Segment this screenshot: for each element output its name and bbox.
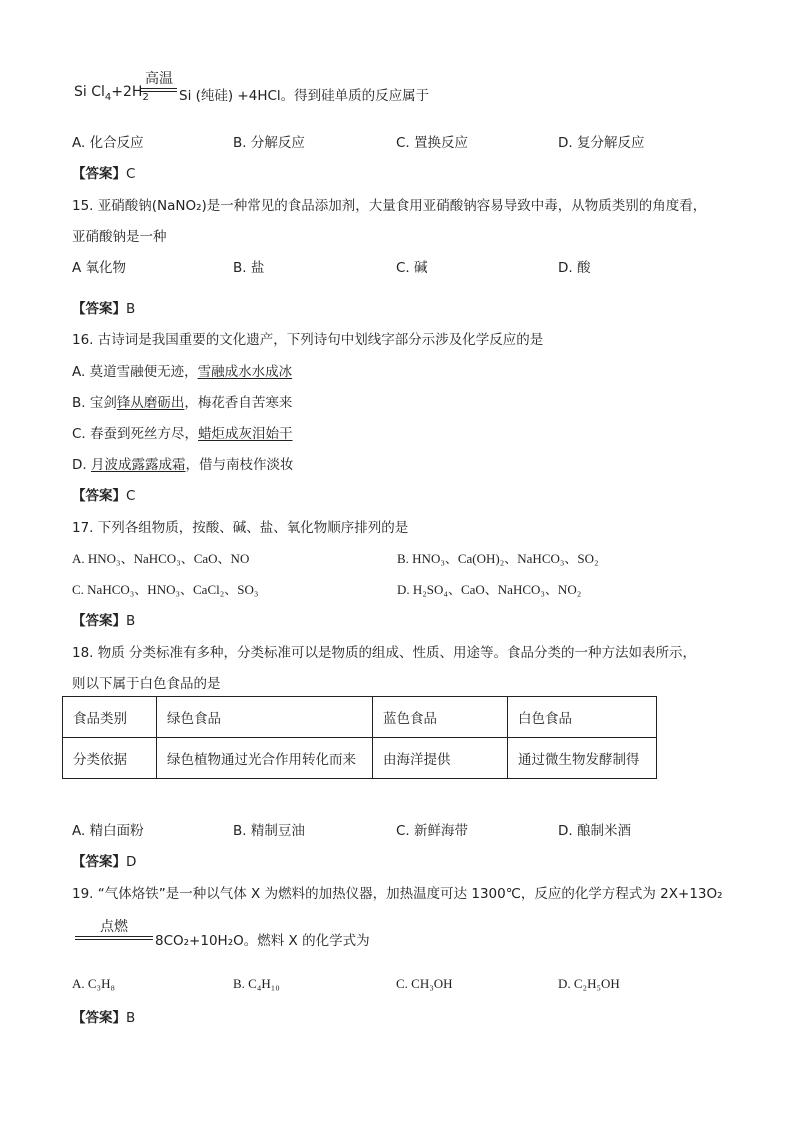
answer-label: 【答案】 (72, 488, 126, 504)
q14-option-d[interactable]: D. 复分解反应 (558, 135, 645, 151)
q19-option-c[interactable]: C. CH₃OH (396, 976, 453, 991)
table-cell: 分类依据 (63, 738, 157, 779)
q14-stem-tail: 。得到硅单质的反应属于 (280, 88, 430, 104)
table-cell: 食品类别 (63, 697, 157, 738)
q16-option-d[interactable] (72, 453, 293, 473)
q14-subscript-4: 4 (104, 91, 112, 103)
q16-option-d-underlined: 月波成露露成霜 (90, 457, 186, 473)
answer-value: B (126, 1010, 136, 1026)
food-classification-table (62, 696, 657, 779)
answer-label: 【答案】 (72, 166, 126, 182)
answer-value: C (126, 488, 136, 504)
q16-option-b[interactable] (72, 391, 292, 411)
q19-reaction-arrow (75, 916, 153, 944)
q17-option-b[interactable]: B. HNO₃、Ca(OH)₂、NaHCO₃、SO₂ (397, 551, 599, 566)
table-row (63, 697, 657, 738)
answer-value: C (126, 166, 136, 182)
q14-option-a[interactable]: A. 化合反应 (72, 135, 144, 151)
q14-option-c[interactable]: C. 置换反应 (396, 135, 469, 151)
q16-option-a-text: A. 莫道雪融便无迹， (72, 364, 198, 380)
q17-answer (72, 609, 135, 629)
q14-reactant-h: +2H (111, 84, 143, 100)
q15-option-c[interactable]: C. 碱 (396, 260, 428, 276)
q17-option-a[interactable]: A. HNO₃、NaHCO₃、CaO、NO (72, 551, 250, 566)
table-row (63, 738, 657, 779)
table-cell: 绿色食品 (157, 697, 373, 738)
q18-answer (72, 850, 136, 870)
q16-stem: 16. 古诗词是我国重要的文化遗产，下列诗句中划线字部分示涉及化学反应的是 (72, 332, 544, 348)
answer-value: D (126, 854, 137, 870)
q19-option-b[interactable]: B. C₄H₁₀ (233, 976, 280, 991)
q15-option-d[interactable]: D. 酸 (558, 260, 591, 276)
q14-answer (72, 162, 135, 182)
answer-label: 【答案】 (72, 301, 126, 317)
q16-option-b-underlined: 锋从磨砺出 (116, 395, 185, 411)
q18-stem-line2: 则以下属于白色食品的是 (72, 676, 221, 692)
q16-option-a[interactable] (72, 360, 292, 380)
q14-products: Si (纯硅) +4HCl (179, 88, 281, 104)
q19-option-d[interactable]: D. C₂H₅OH (558, 976, 620, 991)
table-cell: 通过微生物发酵制得 (508, 738, 657, 779)
table-cell: 蓝色食品 (373, 697, 508, 738)
q14-reaction-arrow (141, 68, 177, 100)
q18-stem-line1: 18. 物质 分类标准有多种，分类标准可以是物质的组成、性质、用途等。食品分类的一种方法如表所示， (72, 645, 697, 661)
q14-reactant-sicl: Si Cl (74, 84, 105, 100)
q18-option-d[interactable]: D. 酿制米酒 (558, 823, 631, 839)
q15-answer (72, 297, 135, 317)
q14-option-b[interactable]: B. 分解反应 (233, 135, 305, 151)
table-cell: 白色食品 (508, 697, 657, 738)
answer-value: B (126, 613, 136, 629)
q19-condition: 点燃 (100, 919, 128, 935)
table-cell: 由海洋提供 (373, 738, 508, 779)
q19-option-a[interactable]: A. C₃H₈ (72, 976, 116, 991)
q14-equation-left (74, 84, 149, 103)
q16-option-c-underlined: 蜡炬成灰泪始干 (198, 426, 293, 442)
q14-equation-right (179, 84, 429, 104)
q19-answer (72, 1006, 135, 1026)
q16-option-b-text: B. 宝剑 (72, 395, 117, 411)
q15-option-a[interactable]: A 氧化物 (72, 260, 127, 276)
answer-label: 【答案】 (72, 613, 126, 629)
answer-value: B (126, 301, 136, 317)
q15-option-b[interactable]: B. 盐 (233, 260, 265, 276)
q18-option-b[interactable]: B. 精制豆油 (233, 823, 305, 839)
table-cell: 绿色植物通过光合作用转化而来 (157, 738, 373, 779)
q17-option-d[interactable]: D. H₂SO₄、CaO、NaHCO₃、NO₂ (397, 582, 582, 597)
q16-option-c-text: C. 春蚕到死丝方尽， (72, 426, 199, 442)
q14-subscript-2: 2 (142, 91, 149, 103)
answer-label: 【答案】 (72, 854, 126, 870)
q15-stem-line1: 15. 亚硝酸钠(NaNO₂)是一种常见的食品添加剂，大量食用亚硝酸钠容易导致中毒，从物质类别的角度看， (72, 198, 707, 214)
q19-stem-line2: 8CO₂+10H₂O。燃料 X 的化学式为 (155, 933, 370, 949)
q16-option-d-tail: ，借与南枝作淡妆 (185, 457, 294, 473)
q15-stem-line2: 亚硝酸钠是一种 (72, 229, 167, 245)
q18-option-c[interactable]: C. 新鲜海带 (396, 823, 469, 839)
q16-option-a-underlined: 雪融成水水成冰 (197, 364, 293, 380)
answer-label: 【答案】 (72, 1010, 126, 1026)
q19-stem-line1: 19. “气体烙铁”是一种以气体 X 为燃料的加热仪器，加热温度可达 1300℃，反应的化学方程式为 2X+13O₂ (72, 886, 723, 902)
q16-option-b-tail: ，梅花香自苦寒来 (184, 395, 293, 411)
q16-option-c[interactable] (72, 422, 293, 442)
q16-option-d-text: D. (72, 457, 91, 473)
q17-option-c[interactable]: C. NaHCO₃、HNO₃、CaCl₂、SO₃ (72, 582, 259, 597)
q18-option-a[interactable]: A. 精白面粉 (72, 823, 144, 839)
q17-stem: 17. 下列各组物质，按酸、碱、盐、氧化物顺序排列的是 (72, 520, 409, 536)
q16-answer (72, 484, 135, 504)
q14-condition: 高温 (145, 71, 173, 87)
